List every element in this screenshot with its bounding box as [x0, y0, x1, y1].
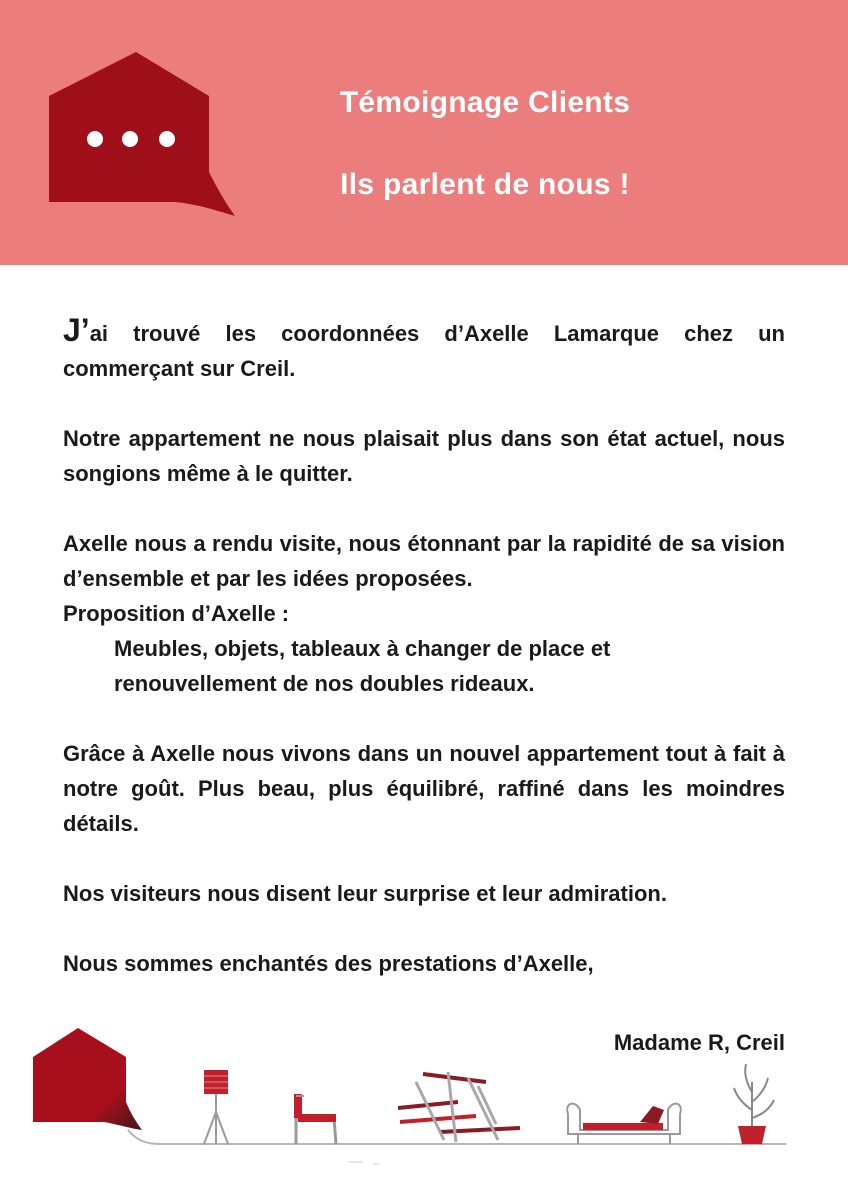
sofa-icon: [567, 1104, 681, 1144]
testimonial-body: [63, 313, 785, 981]
furniture-illustration: [28, 1022, 798, 1172]
paragraph-result: Grâce à Axelle nous vivons dans un nouvel appartement tout à fait à notre goût. Plus beau, plus équilibré, raffiné dans les moindres détails.: [63, 741, 785, 836]
paragraph-intro: [63, 313, 785, 386]
drop-cap: J’: [63, 312, 90, 348]
paragraph-apartment: Notre appartement ne nous plaisait plus dans son état actuel, nous songions même à le quitter.: [63, 426, 785, 486]
leaning-boards-icon: [398, 1072, 520, 1142]
proposal-line-1: Meubles, objets, tableaux à changer de place et: [114, 636, 611, 661]
paragraph-visitors: Nos visiteurs nous disent leur surprise et leur admiration.: [63, 881, 667, 906]
page-title: Témoignage Clients: [339, 86, 631, 119]
potted-plant-icon: [734, 1064, 774, 1144]
proposal-label: Proposition d’Axelle :: [63, 601, 290, 626]
page-subtitle: Ils parlent de nous !: [340, 168, 630, 201]
proposal-line-2: renouvellement de nos doubles rideaux.: [114, 671, 535, 696]
signature: Madame R, Creil: [613, 1030, 785, 1055]
floor-lamp-icon: [204, 1070, 228, 1144]
paragraph-closing: Nous sommes enchantés des prestations d’Axelle,: [63, 951, 594, 976]
paragraph-visit: Axelle nous a rendu visite, nous étonnant par la rapidité de sa vision d’ensemble et par les idées proposées.: [63, 531, 785, 591]
speech-bubble-house-icon: [47, 52, 237, 218]
header-banner: [0, 0, 848, 265]
house-bubble-icon: [33, 1028, 142, 1130]
armchair-icon: [294, 1094, 336, 1144]
paragraph-intro-text: ai trouvé les coordonnées d’Axelle Lamarque chez un commerçant sur Creil.: [63, 321, 785, 381]
